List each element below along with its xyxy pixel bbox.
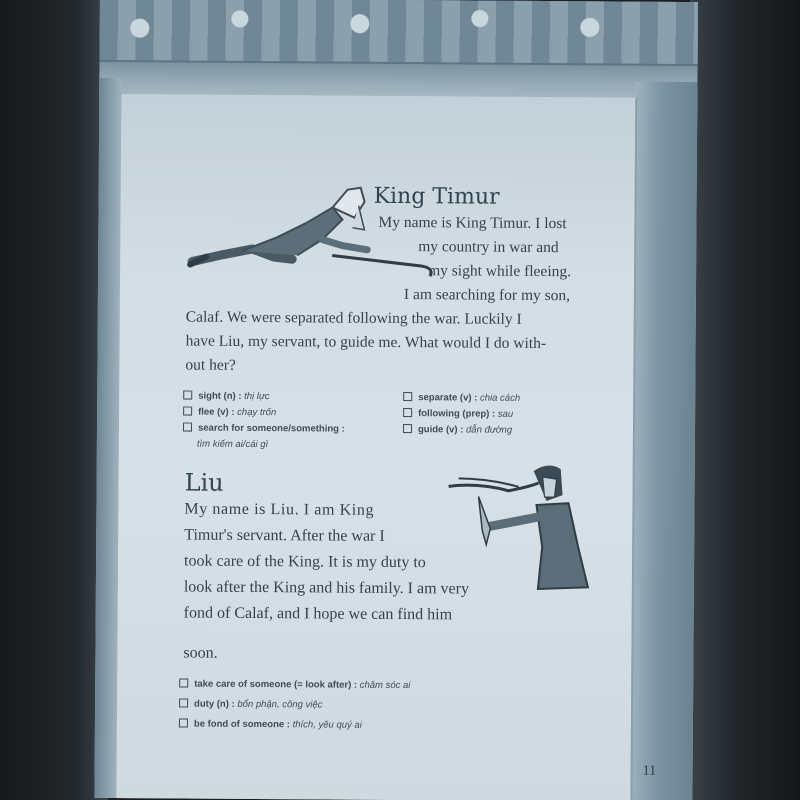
paragraph-line: soon. <box>183 644 218 662</box>
paragraph-line: My name is King Timur. I lost <box>378 213 567 233</box>
vocab-item: separate (v) : chia cách <box>403 392 520 404</box>
paragraph-line: my country in war and <box>418 238 559 257</box>
vocab-item: be fond of someone : thích, yêu quý ai <box>179 718 362 730</box>
paragraph-line: have Liu, my servant, to guide me. What would I do with- <box>185 332 547 353</box>
checkbox-icon <box>403 424 412 433</box>
paragraph-line: took care of the King. It is my duty to <box>184 552 426 572</box>
paragraph-line: I am searching for my son, <box>403 286 571 305</box>
vocab-item: sight (n) : thị lực <box>183 391 270 403</box>
vocab-item: guide (v) : dẫn đường <box>403 424 512 436</box>
checkbox-icon <box>403 392 412 401</box>
paragraph-line: Calaf. We were separated following the war. Luckily I <box>185 308 522 328</box>
vocab-meaning: tìm kiếm ai/cái gì <box>196 438 269 451</box>
checkbox-icon <box>183 423 192 432</box>
checkbox-icon <box>179 698 188 707</box>
paragraph-line: look after the King and his family. I am very <box>183 578 470 598</box>
vocab-item: flee (v) : chạy trốn <box>183 407 276 419</box>
page-number: 11 <box>642 763 657 779</box>
background-left <box>0 0 108 800</box>
section-title-king-timur: King Timur <box>373 183 500 210</box>
paragraph-line: my sight while fleeing. <box>428 262 572 281</box>
checkbox-icon <box>183 407 192 416</box>
vocab-item: take care of someone (= look after) : chăm sóc ai <box>179 678 410 691</box>
checkbox-icon <box>403 408 412 417</box>
paragraph-line: My name is Liu. I am King <box>184 500 375 519</box>
decorative-border-right <box>630 82 697 800</box>
girl-illustration <box>438 456 609 597</box>
section-title-liu: Liu <box>184 468 224 497</box>
paragraph-line: out her? <box>185 356 236 374</box>
background-right <box>690 0 800 800</box>
checkbox-icon <box>179 678 188 687</box>
paragraph-line: Timur's servant. After the war I <box>184 526 385 545</box>
vocab-item: following (prep) : sau <box>403 408 513 420</box>
checkbox-icon <box>183 391 192 400</box>
book-page <box>94 0 698 800</box>
paragraph-line: fond of Calaf, and I hope we can find him <box>183 604 453 624</box>
vocab-item: duty (n) : bổn phận, công việc <box>179 698 322 710</box>
checkbox-icon <box>179 718 188 727</box>
vocab-item: search for someone/something : <box>183 423 345 435</box>
text-panel <box>116 94 637 800</box>
